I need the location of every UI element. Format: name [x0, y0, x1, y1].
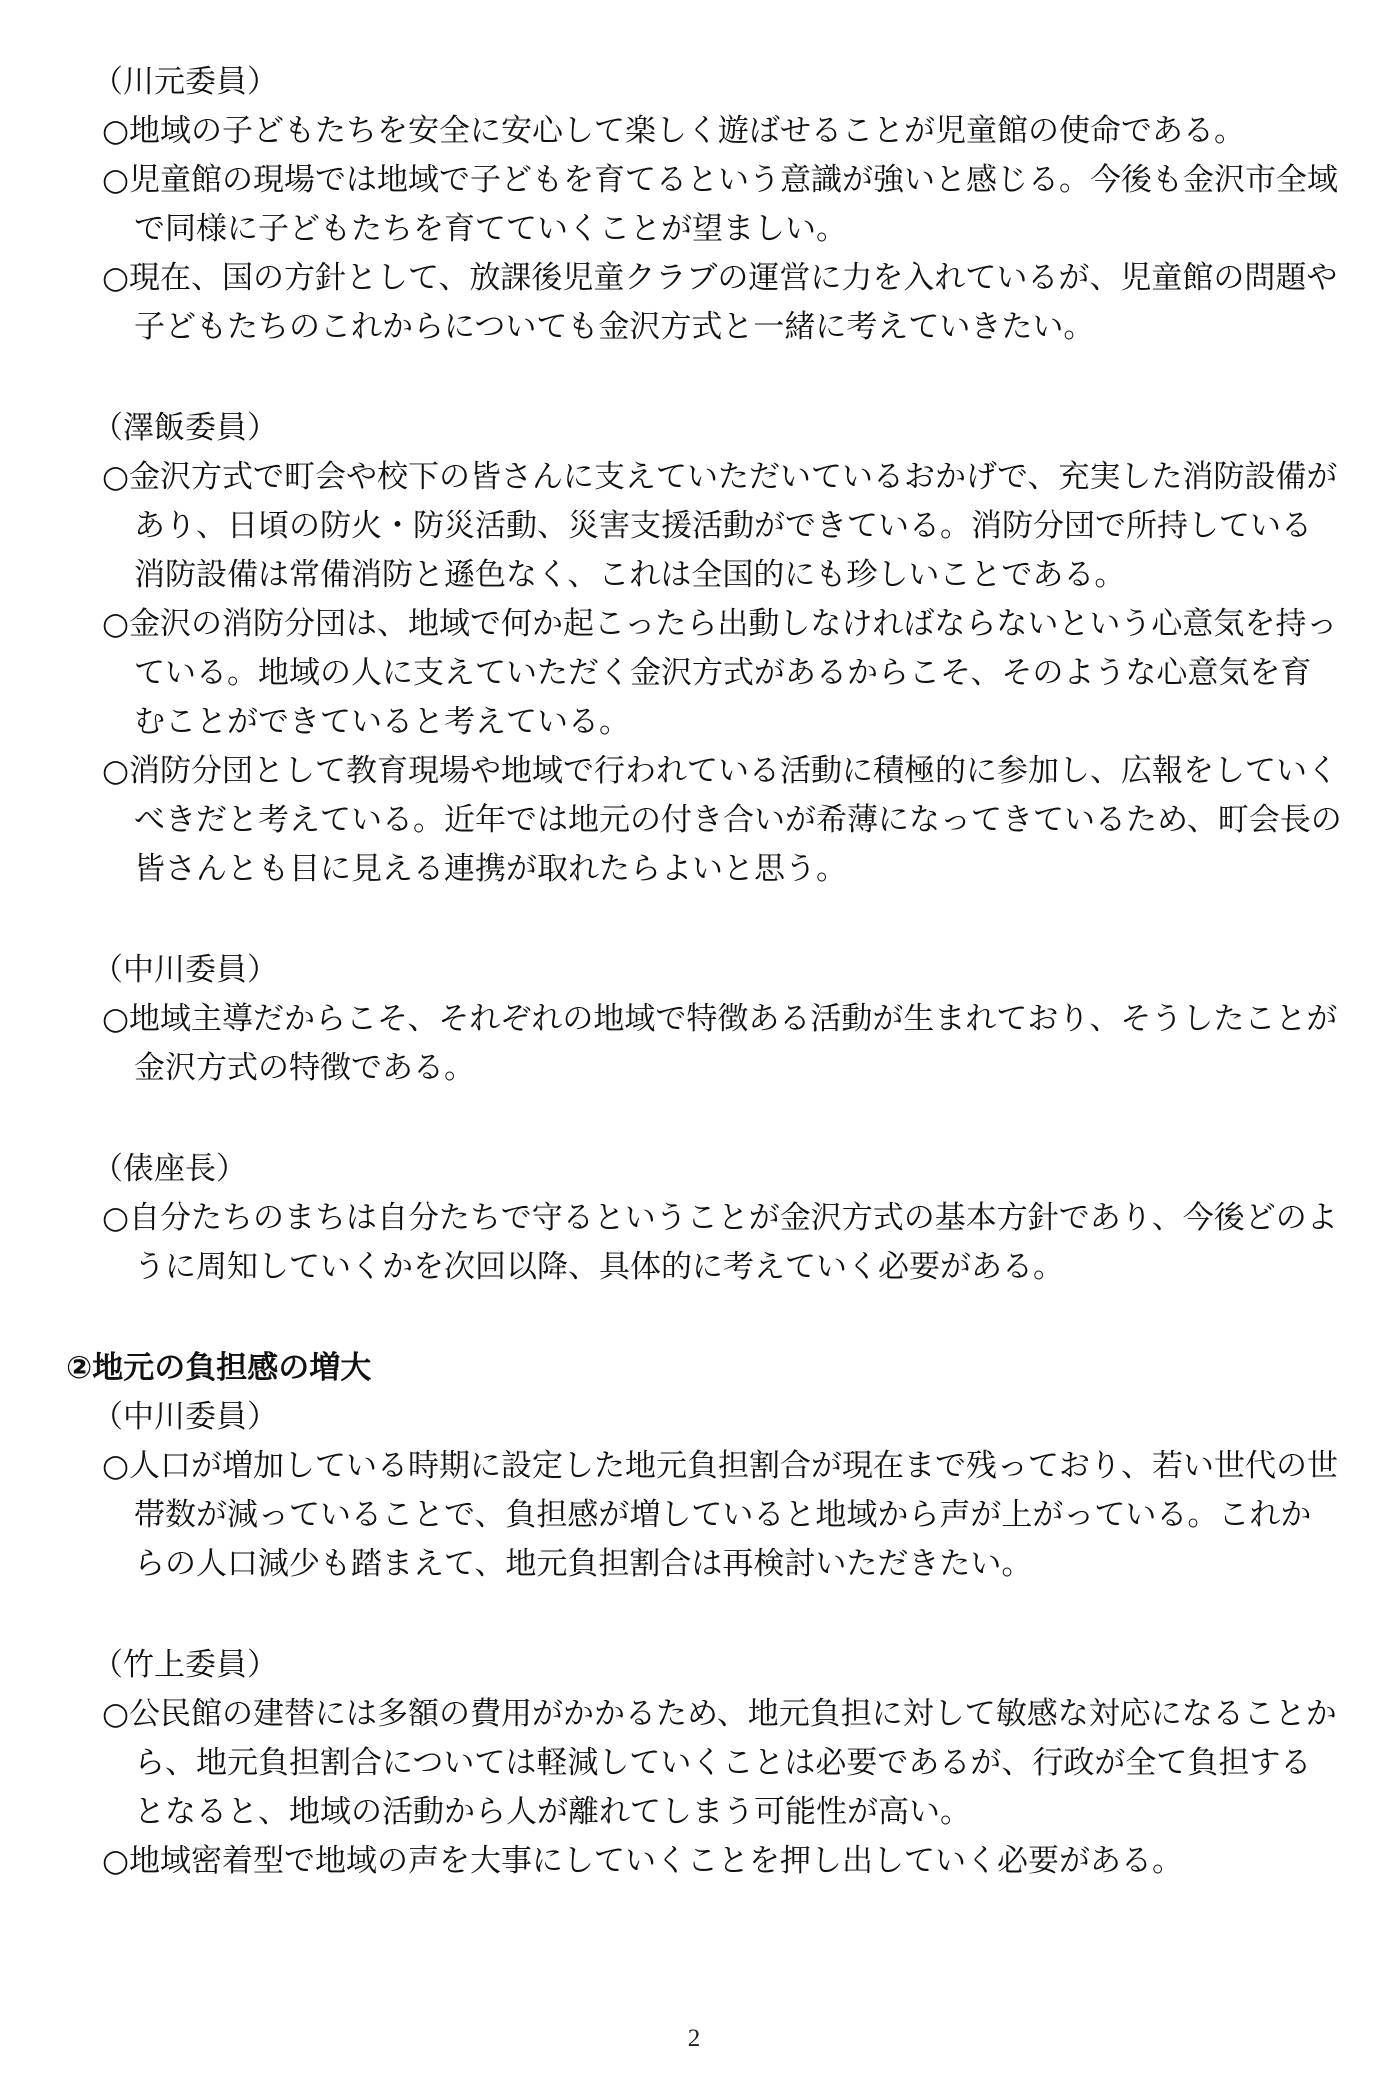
- page-number: 2: [687, 2025, 701, 2052]
- section-spacer: [88, 894, 1338, 946]
- remarks-tawara: [88, 1145, 1338, 1292]
- speaker-label: （澤飯委員）: [92, 410, 278, 446]
- document-body: [66, 58, 1342, 1886]
- remark-paragraph: ○公民館の建替には多額の費用がかかるため、地元負担に対して敏感な対応になることから、地元負担割合については軽減していくことは必要であるが、行政が全て負担するとなると、地域の活動から人が離れてしまう可能性が高い。: [102, 1696, 1337, 1830]
- remarks-nakagawa-2: [88, 1393, 1338, 1589]
- section-spacer: [88, 1093, 1338, 1145]
- speaker-label: （川元委員）: [92, 64, 278, 100]
- remark-paragraph: ○児童館の現場では地域で子どもを育てるという意識が強いと感じる。今後も金沢市全域で同様に子どもたちを育てていくことが望ましい。: [102, 162, 1339, 247]
- speaker-label: （竹上委員）: [92, 1647, 278, 1683]
- remark-paragraph: ○消防分団として教育現場や地域で行われている活動に積極的に参加し、広報をしていくべきだと考えている。近年では地元の付き合いが希薄になってきているため、町会長の皆さんとも目に見える連携が取れたらよいと思う。: [102, 753, 1342, 887]
- section-heading: ②地元の負担感の増大: [66, 1350, 372, 1386]
- speaker-label: （中川委員）: [92, 1399, 278, 1435]
- remarks-sawaii: [88, 404, 1342, 894]
- remark-paragraph: ○地域主導だからこそ、それぞれの地域で特徴ある活動が生まれており、そうしたことが金沢方式の特徴である。: [102, 1001, 1338, 1086]
- remark-paragraph: ○金沢の消防分団は、地域で何か起こったら出動しなければならないという心意気を持っている。地域の人に支えていただく金沢方式があるからこそ、そのような心意気を育むことができていると考えている。: [102, 606, 1338, 740]
- remarks-takegami: [88, 1641, 1338, 1886]
- remark-paragraph: ○地域の子どもたちを安全に安心して楽しく遊ばせることが児童館の使命である。: [102, 113, 1246, 149]
- section-spacer: [88, 1589, 1338, 1641]
- remarks-nakagawa-1: [88, 946, 1338, 1093]
- section-spacer: [88, 1292, 1338, 1344]
- remark-paragraph: ○人口が増加している時期に設定した地元負担割合が現在まで残っており、若い世代の世帯数が減っていることで、負担感が増していると地域から声が上がっている。これからの人口減少も踏まえて、地元負担割合は再検討いただきたい。: [102, 1448, 1339, 1582]
- remarks-kawamoto: [88, 58, 1338, 352]
- section-spacer: [88, 352, 1338, 404]
- remark-paragraph: ○自分たちのまちは自分たちで守るということが金沢方式の基本方針であり、今後どのように周知していくかを次回以降、具体的に考えていく必要がある。: [102, 1200, 1338, 1285]
- speaker-label: （俵座長）: [92, 1151, 247, 1187]
- speaker-label: （中川委員）: [92, 952, 278, 988]
- remark-paragraph: ○現在、国の方針として、放課後児童クラブの運営に力を入れているが、児童館の問題や子どもたちのこれからについても金沢方式と一緒に考えていきたい。: [102, 260, 1338, 345]
- remark-paragraph: ○金沢方式で町会や校下の皆さんに支えていただいているおかげで、充実した消防設備があり、日頃の防火・防災活動、災害支援活動ができている。消防分団で所持している消防設備は常備消防と遜色なく、これは全国的にも珍しいことである。: [102, 459, 1338, 593]
- remark-paragraph: ○地域密着型で地域の声を大事にしていくことを押し出していく必要がある。: [102, 1843, 1184, 1879]
